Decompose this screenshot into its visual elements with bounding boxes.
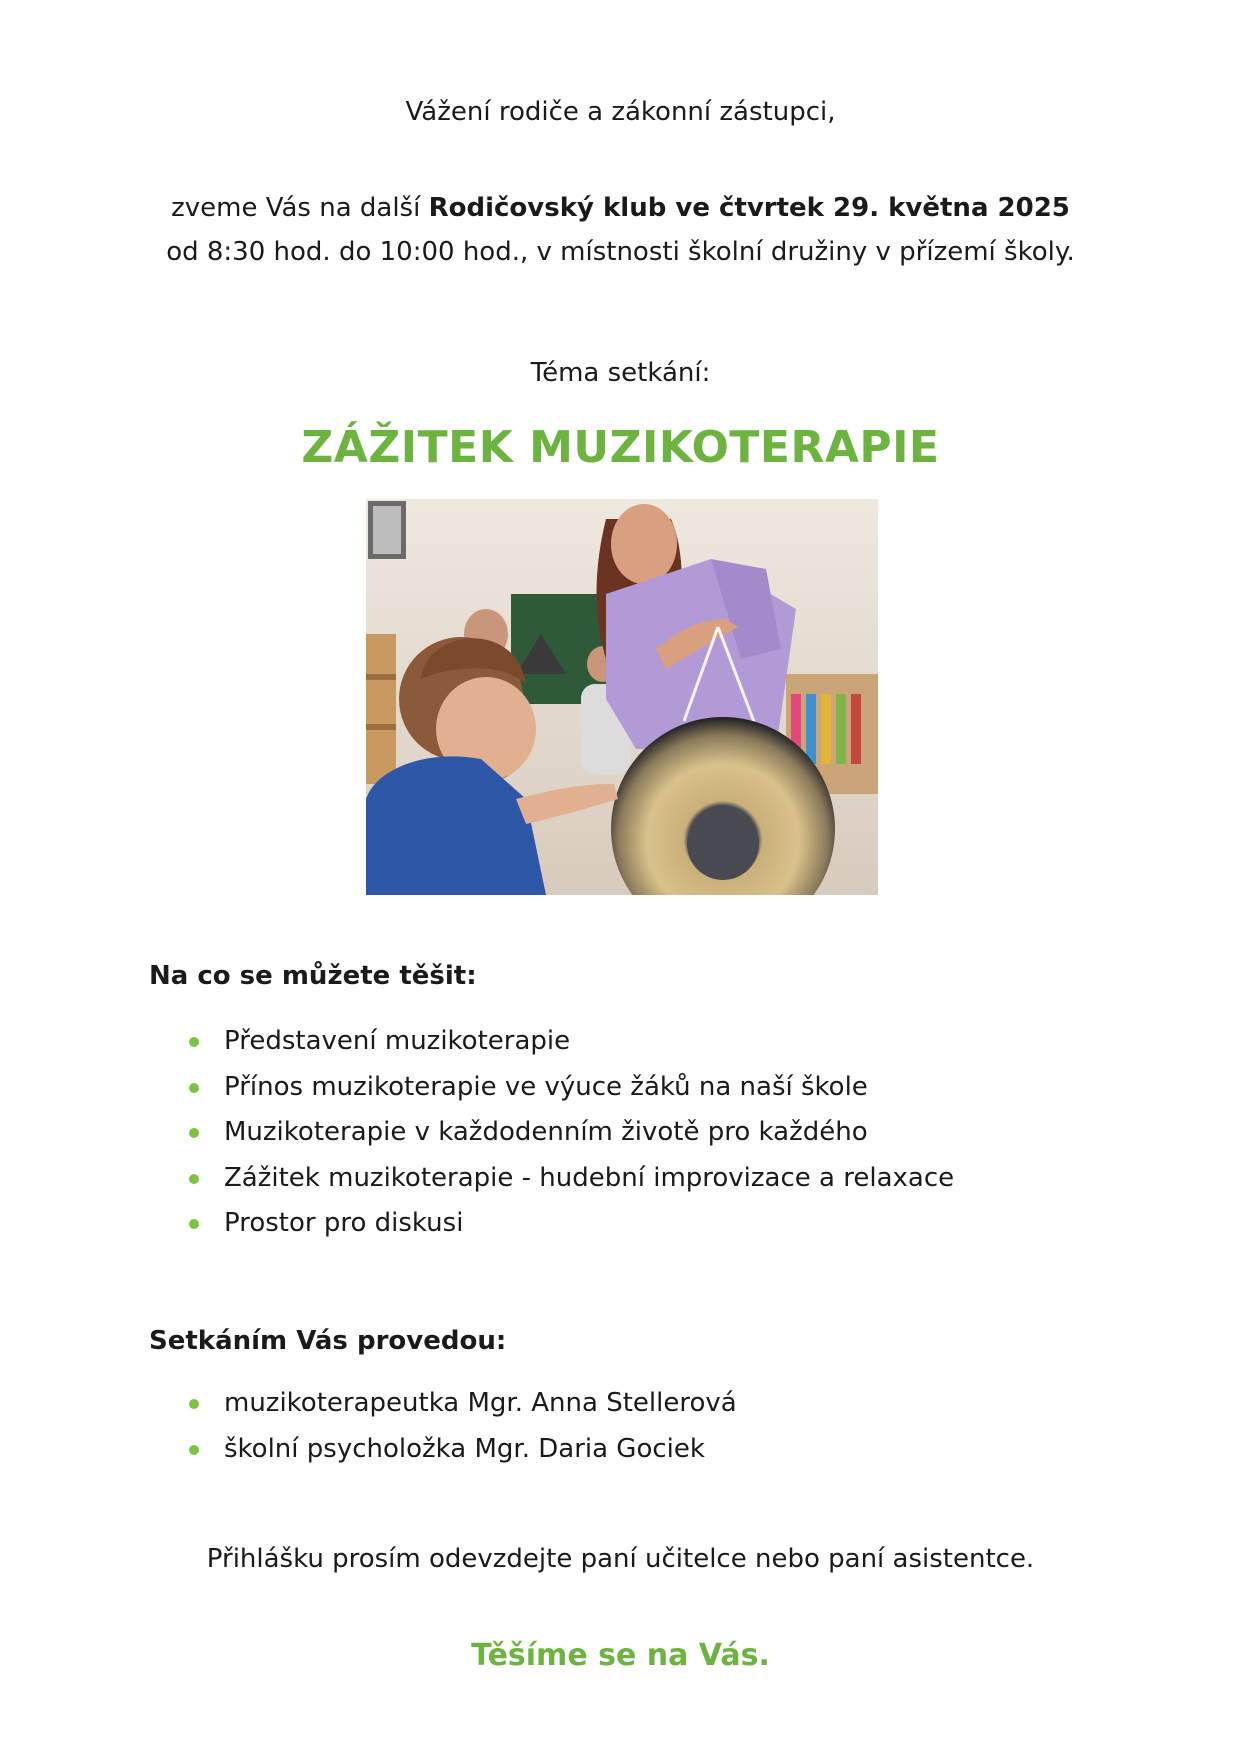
bullet-icon (189, 1083, 199, 1093)
music-therapy-photo (366, 499, 878, 895)
guides-heading: Setkáním Vás provedou: (149, 1326, 507, 1356)
theme-title: ZÁŽITEK MUZIKOTERAPIE (301, 422, 940, 473)
list-item (0, 1065, 954, 1111)
bullet-icon (189, 1174, 199, 1184)
invitation-line-1 (0, 191, 1241, 225)
list-item-label: Prostor pro diskusi (224, 1208, 464, 1238)
music-therapy-gong-photo-icon (366, 499, 878, 895)
invitation-event-date: Rodičovský klub ve čtvrtek 29. května 2025 (428, 193, 1070, 223)
greeting: Vážení rodiče a zákonní zástupci, (405, 97, 836, 127)
closing-note: Přihlášku prosím odevzdejte paní učitelce nebo paní asistentce. (206, 1544, 1035, 1574)
list-item (0, 1381, 737, 1427)
bullet-icon (189, 1399, 199, 1409)
list-item-label: Zážitek muzikoterapie - hudební improvizace a relaxace (224, 1162, 955, 1193)
invitation-line-2: od 8:30 hod. do 10:00 hod., v místnosti školní družiny v přízemí školy. (166, 237, 1075, 267)
invitation-prefix: zveme Vás na další (171, 193, 429, 223)
list-item-label: Představení muzikoterapie (224, 1026, 571, 1056)
list-item (0, 1201, 954, 1247)
thanks-message: Těšíme se na Vás. (471, 1638, 770, 1673)
list-item (0, 1019, 954, 1065)
bullet-icon (189, 1037, 199, 1047)
list-item (0, 1427, 737, 1473)
list-item-label: Přínos muzikoterapie ve výuce žáků na naší škole (224, 1071, 868, 1102)
list-item (0, 1156, 954, 1202)
list-item-label: školní psycholožka Mgr. Daria Gociek (224, 1433, 705, 1464)
bullet-icon (189, 1445, 199, 1455)
expectations-list (0, 1019, 954, 1247)
list-item (0, 1110, 954, 1156)
expectations-heading: Na co se můžete těšit: (149, 961, 477, 991)
guides-list (0, 1381, 737, 1472)
theme-label: Téma setkání: (530, 358, 711, 388)
bullet-icon (189, 1128, 199, 1138)
bullet-icon (189, 1219, 199, 1229)
list-item-label: Muzikoterapie v každodenním životě pro každého (224, 1117, 868, 1147)
list-item-label: muzikoterapeutka Mgr. Anna Stellerová (224, 1388, 737, 1418)
